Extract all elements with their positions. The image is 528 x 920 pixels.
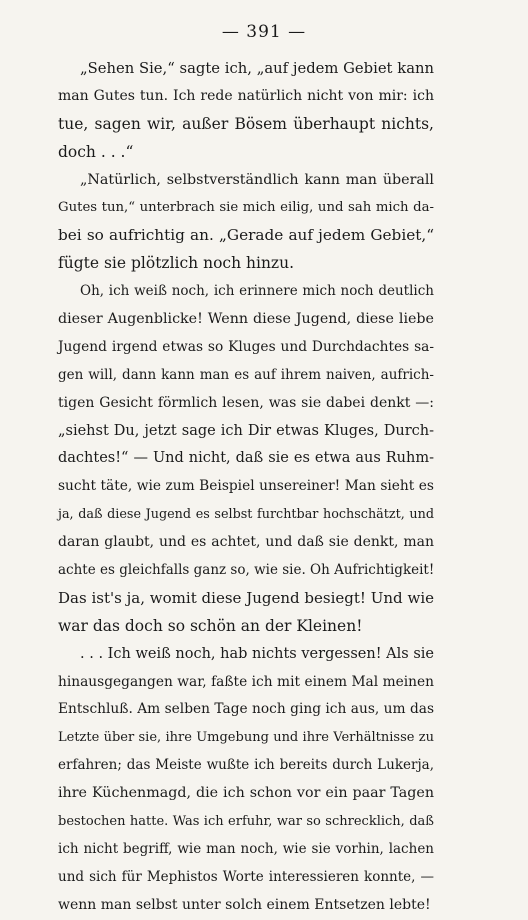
paragraph [58, 278, 434, 641]
text-line: erfahren; das Meiste wußte ich bereits durch Lukerja, [58, 757, 434, 774]
text-line: Das ist's ja, womit diese Jugend besiegt! Und wie [58, 588, 434, 607]
text-line: Gutes tun,“ unterbrach sie mich eilig, und sah mich da- [58, 200, 434, 216]
text-line: daran glaubt, und es achtet, und daß sie denkt, man [58, 534, 434, 551]
page-number: — 391 — [221, 22, 307, 42]
text-line: sucht täte, wie zum Beispiel unsereiner! Man sieht es [58, 478, 434, 495]
text-line: bestochen hatte. Was ich erfuhr, war so schrecklich, daß [58, 814, 434, 830]
page-body [58, 55, 434, 920]
text-line: man Gutes tun. Ich rede natürlich nicht von mir: ich [58, 87, 434, 104]
text-line: gen will, dann kann man es auf ihrem naiven, aufrich- [58, 366, 434, 383]
paragraph [58, 167, 434, 279]
text-line: Letzte über sie, ihre Umgebung und ihre Verhältnisse zu [58, 730, 434, 746]
text-line: fügte sie plötzlich noch hinzu. [58, 254, 294, 273]
text-line: ja, daß diese Jugend es selbst furchtbar hochschätzt, und [58, 507, 434, 523]
text-line: dieser Augenblicke! Wenn diese Jugend, diese liebe [58, 311, 434, 328]
text-line: und sich für Mephistos Worte interessieren konnte, — [58, 868, 434, 885]
text-line: tigen Gesicht förmlich lesen, was sie dabei denkt —: [58, 394, 434, 411]
text-line: tue, sagen wir, außer Bösem überhaupt nichts, [58, 114, 434, 133]
text-line: „Natürlich, selbstverständlich kann man überall [80, 171, 434, 188]
text-line: „Sehen Sie,“ sagte ich, „auf jedem Gebiet kann [80, 60, 434, 77]
text-line: bei so aufrichtig an. „Gerade auf jedem Gebiet,“ [58, 226, 434, 245]
paragraph [58, 641, 434, 920]
paragraph [58, 55, 434, 167]
text-line: Jugend irgend etwas so Kluges und Durchdachtes sa- [58, 338, 434, 355]
text-line: doch . . .“ [58, 142, 134, 161]
text-line: war das doch so schön an der Kleinen! [58, 616, 363, 635]
text-line: wenn man selbst unter solch einem Entsetzen lebte! [58, 896, 431, 913]
text-line: achte es gleichfalls ganz so, wie sie. Oh Aufrichtigkeit! [58, 562, 435, 579]
text-line: Entschluß. Am selben Tage noch ging ich aus, um das [58, 701, 434, 718]
text-line: „siehst Du, jetzt sage ich Dir etwas Kluges, Durch- [58, 422, 434, 439]
text-line: Oh, ich weiß noch, ich erinnere mich noch deutlich [80, 283, 434, 300]
text-line: ich nicht begriff, wie man noch, wie sie vorhin, lachen [58, 840, 434, 857]
text-line: dachtes!“ — Und nicht, daß sie es etwa aus Ruhm- [58, 450, 434, 467]
text-line: . . . Ich weiß noch, hab nichts vergessen! Als sie [80, 645, 434, 662]
text-line: ihre Küchenmagd, die ich schon vor ein paar Tagen [58, 785, 434, 802]
text-line: hinausgegangen war, faßte ich mit einem Mal meinen [58, 673, 434, 690]
